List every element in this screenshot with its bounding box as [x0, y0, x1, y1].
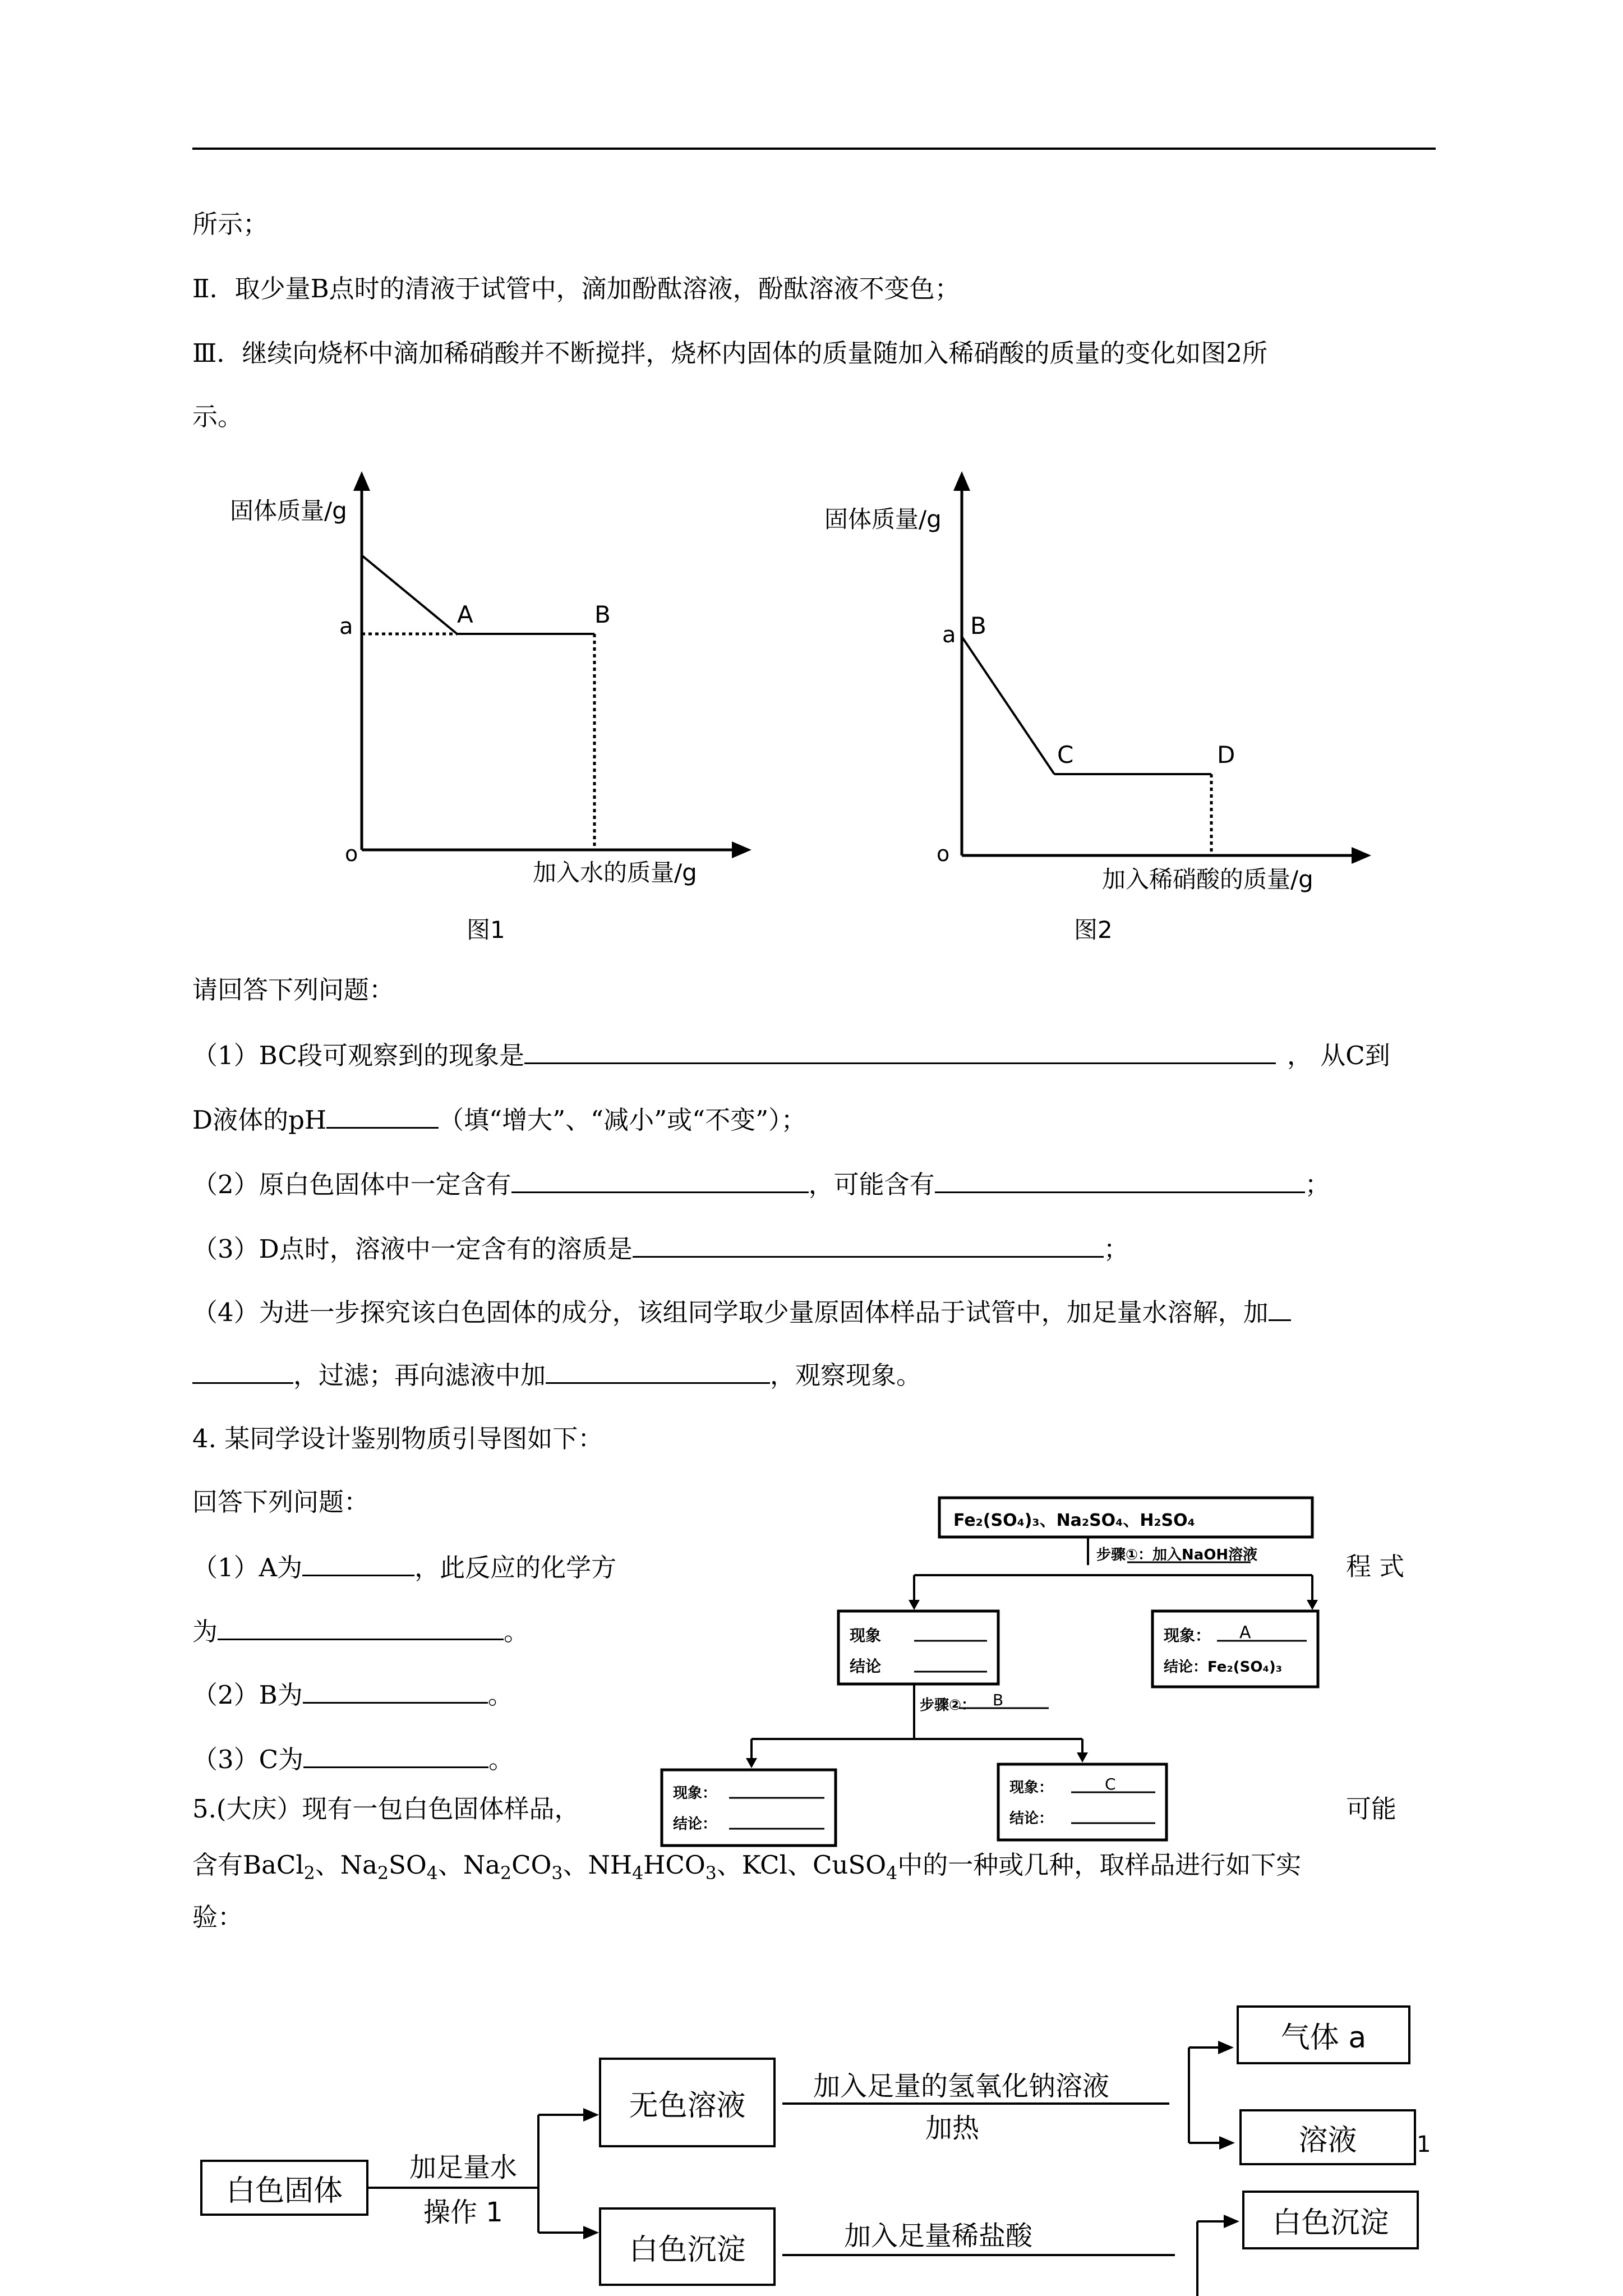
box-gas-a: 气体 a — [1237, 2005, 1410, 2064]
fig2-point-d: D — [1217, 741, 1235, 769]
p4-question-1-line2: 为 。 — [192, 1614, 529, 1649]
problem-5-line2: 含有BaCl$_2$、$Na_2SO_4$、$Na_2CO_3$、$NH_4HCO_3$、KCl、CuSO$_4$中的一种或几种，取样品进行如下实 — [192, 1850, 1302, 1884]
p4-q2-blank[interactable] — [303, 1677, 488, 1704]
fig2-point-b: B — [970, 612, 986, 639]
step-3-line2: 示。 — [192, 402, 243, 431]
box-white-precipitate-2: 白色沉淀 — [1242, 2191, 1419, 2249]
fig2-ylabel: 固体质量/g — [824, 505, 942, 533]
svg-text:现象：: 现象： — [1164, 1626, 1211, 1645]
header-rule — [192, 148, 1436, 150]
problem-4-title: 4. 某同学设计鉴别物质引导图如下： — [192, 1424, 603, 1453]
p4-question-1-line1: （1）A为 ，此反应的化学方 — [192, 1550, 616, 1585]
p4-question-2: （2）B为 。 — [192, 1677, 513, 1712]
q1-blank-2[interactable] — [326, 1102, 439, 1129]
svg-text:B: B — [993, 1691, 1004, 1709]
problem-5-line3: 验： — [192, 1902, 243, 1932]
svg-text:结论：: 结论： — [673, 1816, 717, 1833]
fig2-a-tick: a — [942, 622, 956, 648]
fig1-ylabel: 固体质量/g — [230, 497, 347, 524]
label-add-water: 加足量水 — [409, 2152, 518, 2183]
p4-question-1-tail: 程 式 — [1346, 1552, 1405, 1581]
fig2-xlabel: 加入稀硝酸的质量/g — [1102, 866, 1313, 893]
q4-blank-1b[interactable] — [192, 1358, 293, 1384]
q4-blank-2[interactable] — [546, 1358, 770, 1384]
p4-question-3: （3）C为 。 — [192, 1742, 514, 1777]
fig1-a-tick: a — [339, 614, 353, 639]
figure-2 — [819, 466, 1391, 948]
svg-text:结论：: 结论： — [1009, 1810, 1054, 1827]
step-3-line1: Ⅲ．继续向烧杯中滴加稀硝酸并不断搅拌，烧杯内固体的质量随加入稀硝酸的质量的变化如图2所 — [192, 338, 1268, 368]
fig1-point-a: A — [457, 601, 473, 628]
fig1-xlabel: 加入水的质量/g — [533, 859, 697, 886]
box-colorless-solution: 无色溶液 — [599, 2058, 776, 2147]
p4-q1-blank-2[interactable] — [218, 1614, 504, 1640]
q4-blank-1a[interactable] — [1269, 1295, 1291, 1321]
q2-blank-2[interactable] — [935, 1167, 1305, 1193]
box-solution: 溶液 — [1239, 2109, 1416, 2165]
figure-1 — [213, 466, 763, 948]
guide-flowchart — [645, 1481, 1357, 1851]
svg-text:C: C — [1105, 1775, 1116, 1793]
fig1-caption: 图1 — [467, 916, 505, 944]
questions-intro: 请回答下列问题： — [192, 975, 395, 1005]
fig2-origin: o — [937, 841, 950, 866]
svg-text:现象：: 现象： — [1009, 1779, 1054, 1796]
p4-q1-blank-1[interactable] — [302, 1550, 414, 1576]
text-cont: 所示； — [192, 209, 269, 239]
fig2-caption: 图2 — [1074, 916, 1113, 944]
problem-5-line1: 5.(大庆）现有一包白色固体样品， — [192, 1794, 580, 1824]
question-4-line2: ，过滤；再向滤液中加 ，观察现象。 — [192, 1358, 921, 1392]
guide-bottom-left-box — [662, 1770, 836, 1846]
svg-text:现象: 现象 — [850, 1626, 882, 1645]
question-1-line1: （1）BC段可观察到的现象是 ， 从C到 — [192, 1038, 1390, 1073]
step-2: Ⅱ．取少量B点时的清液于试管中，滴加酚酞溶液，酚酞溶液不变色； — [192, 274, 960, 303]
p4-q3-blank[interactable] — [303, 1742, 488, 1768]
q1-blank-1[interactable] — [524, 1038, 1276, 1064]
label-heat: 加热 — [925, 2113, 980, 2144]
guide-bottom-right-box — [998, 1764, 1166, 1840]
page-number: 1 — [1417, 2132, 1431, 2157]
question-2: （2）原白色固体中一定含有 ，可能含有 ； — [192, 1167, 1330, 1202]
problem-4-intro: 回答下列问题： — [192, 1487, 370, 1517]
fig2-point-c: C — [1057, 741, 1074, 769]
label-naoh: 加入足量的氢氧化钠溶液 — [813, 2070, 1110, 2102]
svg-text:结论: 结论 — [850, 1657, 882, 1676]
question-1-line2: D液体的pH （填“增大”、“减小”或“不变”）； — [192, 1102, 806, 1137]
q2-blank-1[interactable] — [511, 1167, 809, 1193]
svg-text:结论：Fe₂(SO₄)₃: 结论：Fe₂(SO₄)₃ — [1164, 1659, 1283, 1676]
label-hcl: 加入足量稀盐酸 — [844, 2220, 1033, 2252]
box-white-precipitate: 白色沉淀 — [599, 2207, 776, 2286]
box-white-solid: 白色固体 — [200, 2160, 368, 2216]
svg-text:现象：: 现象： — [673, 1785, 717, 1802]
fig1-point-b: B — [594, 601, 611, 628]
label-op1: 操作 1 — [423, 2197, 503, 2228]
guide-top: Fe₂(SO₄)₃、Na₂SO₄、H₂SO₄ — [953, 1511, 1195, 1530]
svg-text:A: A — [1239, 1623, 1251, 1642]
q3-blank[interactable] — [633, 1231, 1104, 1258]
question-3: （3）D点时，溶液中一定含有的溶质是 ； — [192, 1231, 1129, 1266]
question-4-line1: （4）为进一步探究该白色固体的成分，该组同学取少量原固体样品于试管中，加足量水溶解，加 — [192, 1295, 1291, 1329]
guide-step1: 步骤①：加入NaOH溶液 — [1096, 1547, 1258, 1563]
problem-5-tail: 可能 — [1346, 1794, 1397, 1824]
fig1-origin: o — [345, 841, 358, 866]
svg-text:步骤②：: 步骤②： — [920, 1697, 976, 1714]
